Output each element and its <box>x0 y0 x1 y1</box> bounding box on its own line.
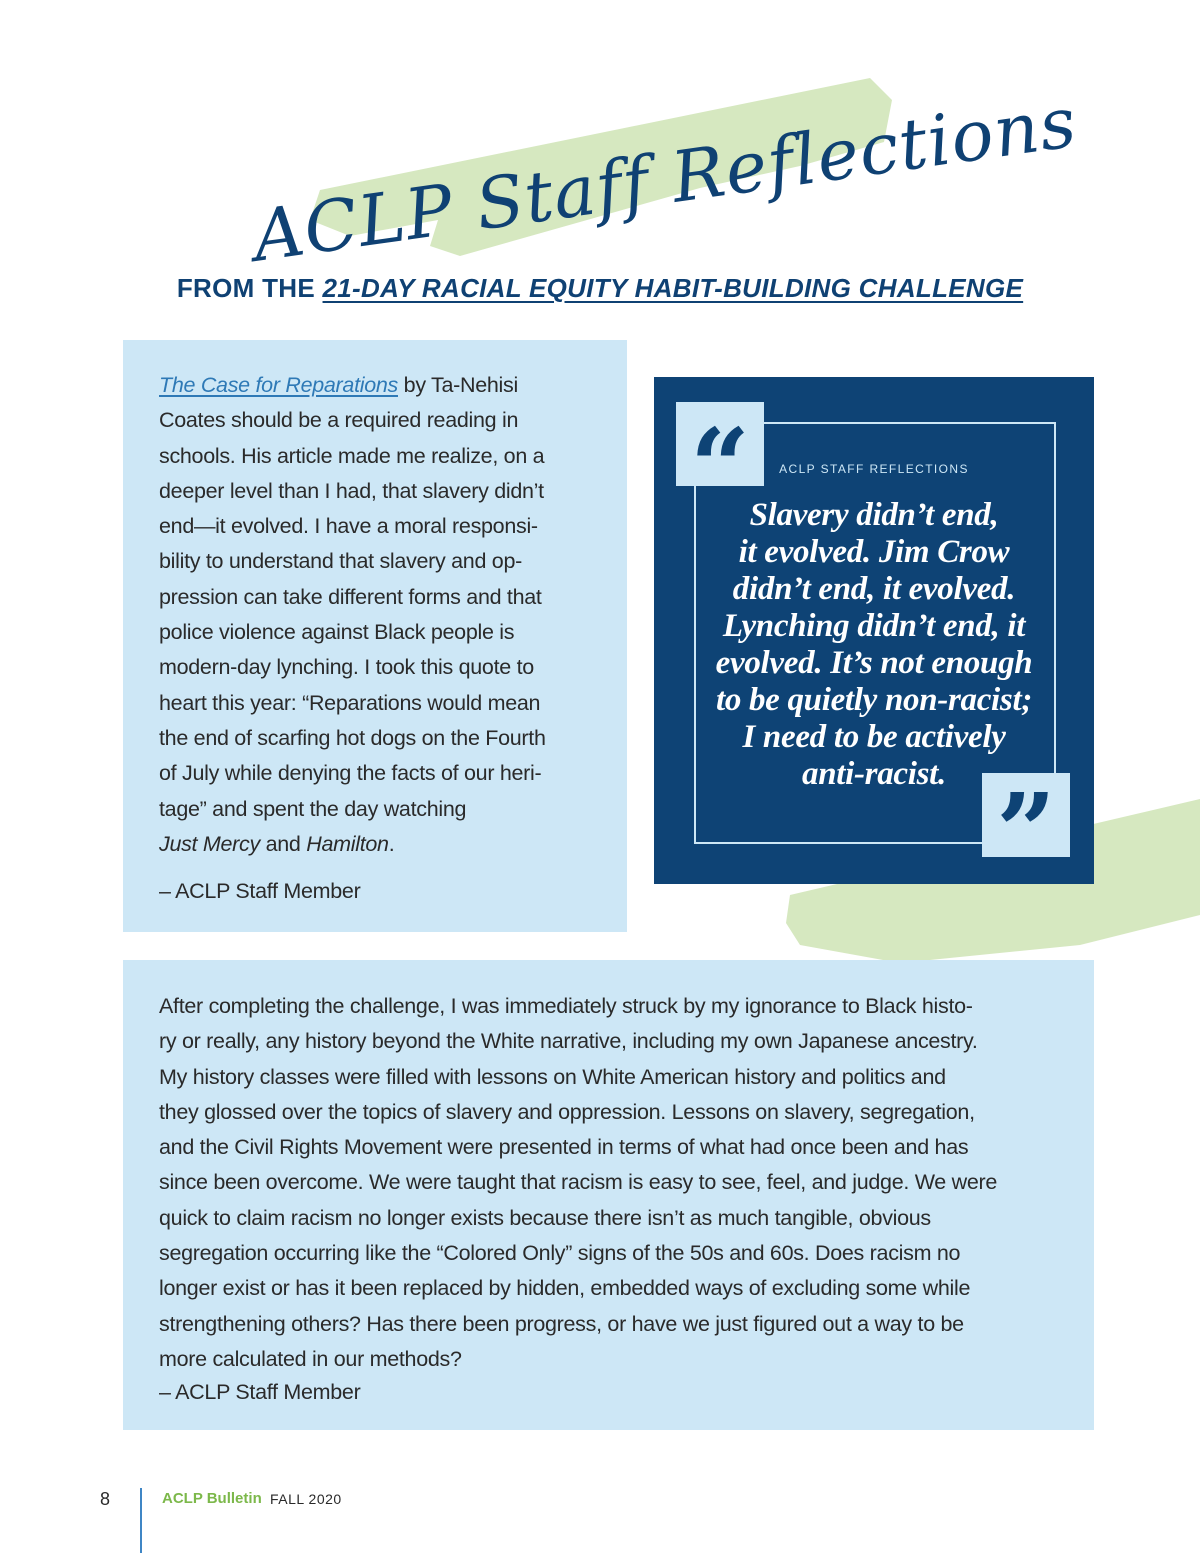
reflection-1-text <box>159 368 599 862</box>
subtitle-prefix: FROM THE <box>176 273 323 303</box>
text-line: modern-day lynching. I took this quote to <box>159 655 534 680</box>
text-line: pression can take different forms and that <box>159 584 542 609</box>
text-line: tage” and spent the day watching <box>159 796 467 821</box>
hamilton-title: Hamilton <box>306 831 389 856</box>
text-line <box>159 827 599 862</box>
text-line: of July while denying the facts of our heri- <box>159 761 542 786</box>
text-line: After completing the challenge, I was immediately struck by my ignorance to Black histo- <box>159 994 973 1018</box>
text-line: police violence against Black people is <box>159 620 515 645</box>
text-fragment: by Ta-Nehisi <box>397 373 518 397</box>
page-title: ACLP Staff Reflections <box>247 80 1082 278</box>
text-line: since been overcome. We were taught that racism is easy to see, feel, and judge. We were <box>159 1170 998 1195</box>
text-line: quick to claim racism no longer exists because there isn’t as much tangible, obvious <box>159 1205 931 1230</box>
quote-line: anti-racist. <box>802 756 946 792</box>
text-line: and the Civil Rights Movement were presented in terms of what had once been and has <box>159 1135 969 1160</box>
text-fragment: and <box>259 831 307 856</box>
text-line: deeper level than I had, that slavery didn’t <box>159 478 544 503</box>
pull-quote-box <box>654 377 1094 884</box>
open-quote-icon: “ <box>676 402 764 486</box>
quote-line: evolved. It’s not enough <box>715 645 1033 681</box>
text-line: end—it evolved. I have a moral responsi- <box>159 514 538 539</box>
pull-quote-label: ACLP STAFF REFLECTIONS <box>779 462 969 476</box>
reflection-card-1 <box>123 340 627 932</box>
reflection-1-attribution: – ACLP Staff Member <box>159 879 361 903</box>
text-line: heart this year: “Reparations would mean <box>159 690 541 715</box>
quote-line: Slavery didn’t end, <box>749 497 999 533</box>
quote-line: Lynching didn’t end, it <box>722 608 1026 644</box>
pull-quote-text <box>694 497 1054 793</box>
text-line: more calculated in our methods? <box>159 1346 462 1371</box>
close-quote-icon: ” <box>982 773 1070 857</box>
text-line: strengthening others? Has there been progress, or have we just figured out a way to be <box>159 1311 964 1336</box>
reflection-2-attribution: – ACLP Staff Member <box>159 1380 361 1404</box>
text-line: the end of scarfing hot dogs on the Fourth <box>159 725 546 750</box>
text-line: ry or really, any history beyond the White narrative, including my own Japanese ancestry. <box>159 1029 978 1054</box>
text-line: Coates should be a required reading in <box>159 408 519 433</box>
publication-name: ACLP Bulletin <box>162 1490 262 1507</box>
text-line: longer exist or has it been replaced by hidden, embedded ways of excluding some while <box>159 1276 971 1301</box>
reflection-card-2 <box>123 960 1094 1430</box>
text-line: they glossed over the topics of slavery and oppression. Lessons on slavery, segregation, <box>159 1099 975 1124</box>
quote-line: I need to be actively <box>742 719 1006 755</box>
reflection-2-text <box>159 989 1067 1377</box>
page-number: 8 <box>100 1489 111 1509</box>
case-for-reparations-link[interactable]: The Case for Reparations <box>159 373 398 397</box>
page-subtitle <box>0 273 1200 304</box>
quote-line: it evolved. Jim Crow <box>738 534 1010 570</box>
text-line: segregation occurring like the “Colored Only” signs of the 50s and 60s. Does racism no <box>159 1241 961 1266</box>
publication-season: FALL 2020 <box>270 1491 342 1507</box>
just-mercy-title: Just Mercy <box>159 831 260 856</box>
quote-line: didn’t end, it evolved. <box>732 571 1016 607</box>
text-fragment: . <box>388 831 395 856</box>
text-line: My history classes were filled with lessons on White American history and politics and <box>159 1064 946 1089</box>
footer-divider <box>140 1488 142 1553</box>
text-line <box>159 368 599 403</box>
challenge-link[interactable]: 21-DAY RACIAL EQUITY HABIT-BUILDING CHALLENGE <box>322 273 1024 303</box>
text-line: bility to understand that slavery and op- <box>159 549 522 574</box>
quote-line: to be quietly non-racist; <box>715 682 1033 718</box>
text-line: schools. His article made me realize, on a <box>159 443 545 468</box>
